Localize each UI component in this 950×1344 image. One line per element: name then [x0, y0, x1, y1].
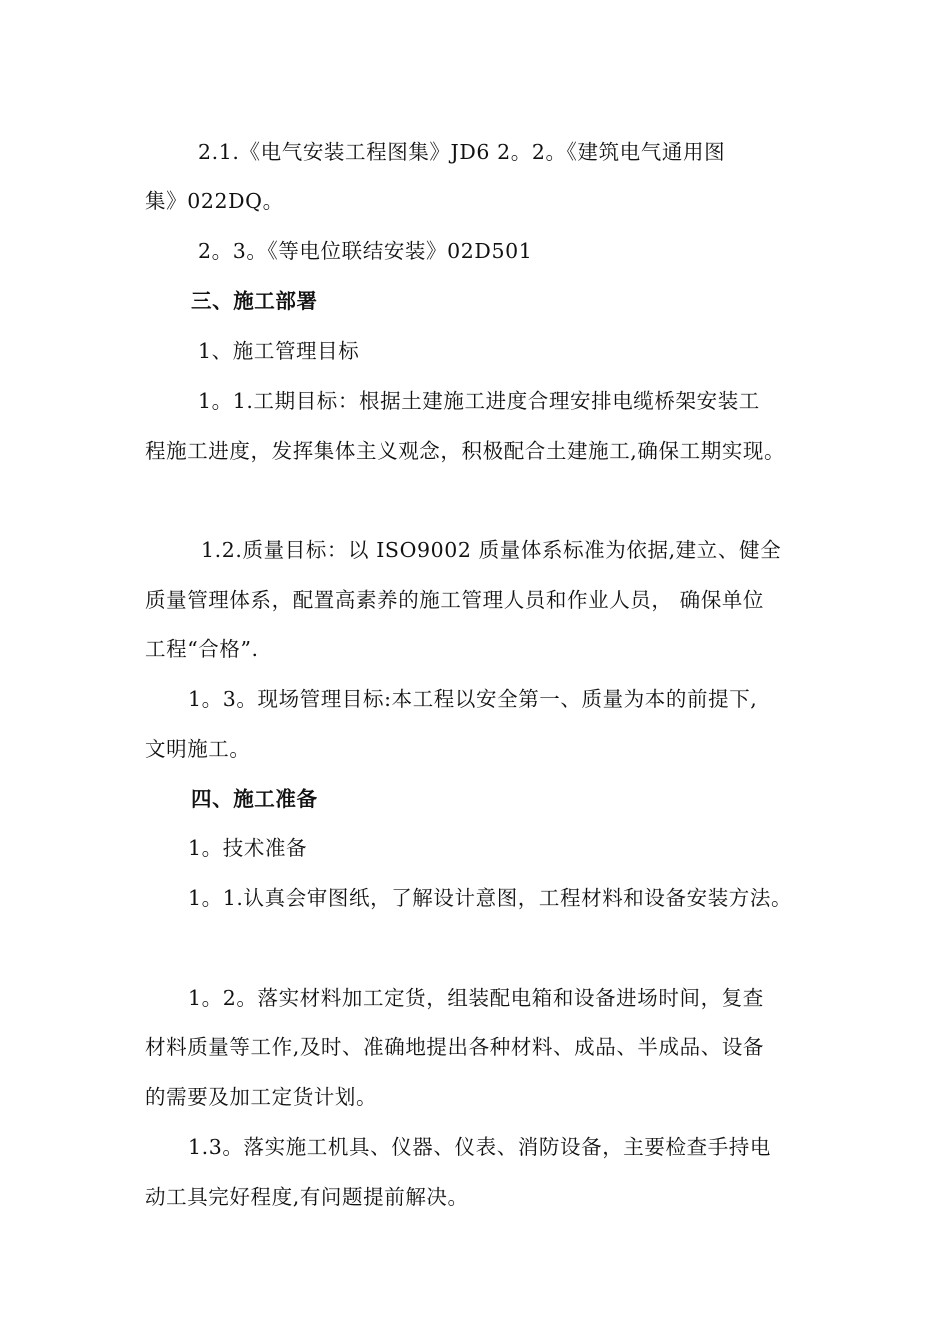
- paragraph-site-goal-line-2: 文明施工。: [145, 737, 251, 761]
- paragraph-materials-line-2: 材料质量等工作,及时、准确地提出各种材料、成品、半成品、设备: [145, 1035, 765, 1059]
- paragraph-materials-line-1: 1。2。落实材料加工定货，组装配电箱和设备进场时间，复查: [188, 986, 764, 1010]
- reference-line-2-1: 2.1.《电气安装工程图集》JD6 2。2。《建筑电气通用图: [198, 140, 726, 164]
- paragraph-schedule-goal-line-2: 程施工进度，发挥集体主义观念，积极配合土建施工,确保工期实现。: [145, 439, 786, 463]
- paragraph-quality-goal-line-3: 工程“合格”.: [145, 637, 259, 661]
- paragraph-quality-goal-line-2: 质量管理体系，配置高素养的施工管理人员和作业人员， 确保单位: [145, 588, 765, 612]
- section-heading-3: 三、施工部署: [191, 289, 318, 313]
- paragraph-quality-goal-line-1: 1.2.质量目标：以 ISO9002 质量体系标准为依据,建立、健全: [201, 538, 782, 562]
- paragraph-equipment-line-2: 动工具完好程度,有问题提前解决。: [145, 1185, 469, 1209]
- reference-line-2-2-continued: 集》022DQ。: [145, 189, 284, 213]
- paragraph-schedule-goal-line-1: 1。1.工期目标：根据土建施工进度合理安排电缆桥架安装工: [198, 389, 760, 413]
- section-heading-4: 四、施工准备: [191, 787, 318, 811]
- paragraph-drawing-review: 1。1.认真会审图纸，了解设计意图，工程材料和设备安装方法。: [188, 886, 793, 910]
- paragraph-site-goal-line-1: 1。3。现场管理目标:本工程以安全第一、质量为本的前提下,: [188, 687, 758, 711]
- reference-line-2-3: 2。3。《等电位联结安装》02D501: [198, 239, 533, 263]
- paragraph-equipment-line-1: 1.3。落实施工机具、仪器、仪表、消防设备，主要检查手持电: [188, 1135, 771, 1159]
- subheading-technical-preparation: 1。技术准备: [188, 836, 308, 860]
- subheading-management-goals: 1、施工管理目标: [198, 339, 360, 363]
- paragraph-materials-line-3: 的需要及加工定货计划。: [145, 1085, 378, 1109]
